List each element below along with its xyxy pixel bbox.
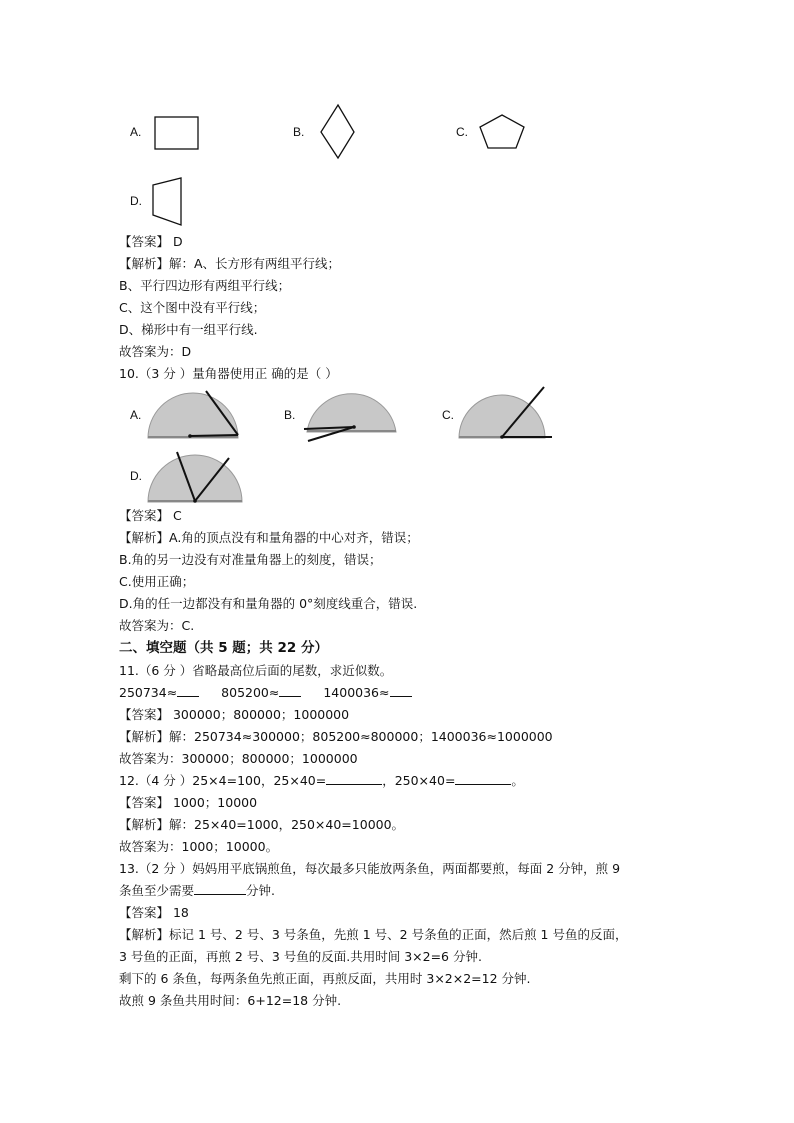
q12-blank: [455, 772, 511, 785]
protractor-d-icon: [146, 450, 244, 504]
q13-question-part: 条鱼至少需要: [119, 883, 195, 898]
q12-blank: [326, 772, 382, 785]
q12-question-part: 。: [511, 773, 524, 788]
q10-analysis-line: 故答案为：C.: [119, 618, 195, 633]
option-d-label: D.: [130, 194, 142, 208]
q13-analysis-line: 【解析】标记 1 号、2 号、3 号条鱼，先煎 1 号、2 号条鱼的正面，然后煎 1 号鱼的反面，: [119, 927, 628, 942]
q10-question: 10.（3 分 ）量角器使用正 确的是（ ）: [119, 366, 338, 381]
q9-analysis-line: B、平行四边形有两组平行线；: [119, 278, 291, 293]
q11-blank: [279, 684, 301, 697]
q9-analysis-line: C、这个图中没有平行线；: [119, 300, 266, 315]
option-c-label: C.: [456, 125, 468, 139]
rectangle-shape-icon: [154, 116, 200, 150]
q12-question: [119, 771, 524, 791]
q11-blank: [390, 684, 412, 697]
option-a-label: A.: [130, 125, 142, 139]
option-c-label: C.: [442, 408, 454, 422]
protractor-a-icon: [146, 390, 242, 440]
q12-question-part: 12.（4 分 ）25×4=100，25×40=: [119, 773, 327, 788]
q13-answer: 【答案】 18: [119, 905, 189, 920]
option-d-label: D.: [130, 469, 142, 483]
q12-analysis-line: 【解析】解：25×40=1000，250×40=10000。: [119, 817, 405, 832]
q12-answer: 【答案】 1000；10000: [119, 795, 258, 810]
option-a-label: A.: [130, 408, 142, 422]
q10-analysis-line: D.角的任一边都没有和量角器的 0°刻度线重合，错误.: [119, 596, 418, 611]
option-b-label: B.: [284, 408, 296, 422]
protractor-c-icon: [456, 386, 556, 440]
option-b-label: B.: [293, 125, 305, 139]
q11-answer: 【答案】 300000；800000；1000000: [119, 707, 350, 722]
q13-question: 13.（2 分 ）妈妈用平底锅煎鱼，每次最多只能放两条鱼，两面都要煎，每面 2 分钟，煎 9: [119, 861, 621, 876]
pentagon-shape-icon: [478, 114, 526, 150]
q13-blank: [194, 882, 246, 895]
q11-blank-label: 250734≈: [119, 685, 178, 700]
q10-answer: 【答案】 C: [119, 508, 182, 523]
q13-question-part: 分钟.: [246, 883, 275, 898]
q13-analysis-line: 3 号鱼的正面，再煎 2 号、3 号鱼的反面.共用时间 3×2=6 分钟.: [119, 949, 482, 964]
q10-analysis-line: 【解析】A.角的顶点没有和量角器的中心对齐，错误；: [119, 530, 419, 545]
q13-analysis-line: 剩下的 6 条鱼，每两条鱼先煎正面，再煎反面，共用时 3×2×2=12 分钟.: [119, 971, 531, 986]
rhombus-shape-icon: [320, 104, 356, 160]
section-title: 二、填空题（共 5 题；共 22 分）: [119, 640, 328, 656]
trapezoid-shape-icon: [150, 177, 184, 227]
q9-answer: 【答案】 D: [119, 234, 183, 249]
protractor-b-icon: [304, 386, 400, 444]
q12-analysis-line: 故答案为：1000；10000。: [119, 839, 279, 854]
q10-analysis-line: C.使用正确；: [119, 574, 195, 589]
q11-question: 11.（6 分 ）省略最高位后面的尾数，求近似数。: [119, 663, 393, 678]
q11-blank-label: 805200≈: [221, 685, 280, 700]
q9-analysis-line: D、梯形中有一组平行线.: [119, 322, 258, 337]
q13-question-line2: [119, 881, 275, 901]
q11-analysis-line: 故答案为：300000；800000；1000000: [119, 751, 358, 766]
q11-analysis-line: 【解析】解：250734≈300000；805200≈800000；1400036≈1000000: [119, 729, 553, 744]
q11-blank-label: 1400036≈: [323, 685, 390, 700]
q9-analysis-line: 【解析】解：A、长方形有两组平行线；: [119, 256, 341, 271]
q13-analysis-line: 故煎 9 条鱼共用时间：6+12=18 分钟.: [119, 993, 342, 1008]
q11-blanks-row: [119, 683, 412, 703]
q11-blank: [177, 684, 199, 697]
q10-analysis-line: B.角的另一边没有对准量角器上的刻度，错误；: [119, 552, 382, 567]
q12-question-part: ，250×40=: [382, 773, 456, 788]
q9-analysis-line: 故答案为：D: [119, 344, 192, 359]
